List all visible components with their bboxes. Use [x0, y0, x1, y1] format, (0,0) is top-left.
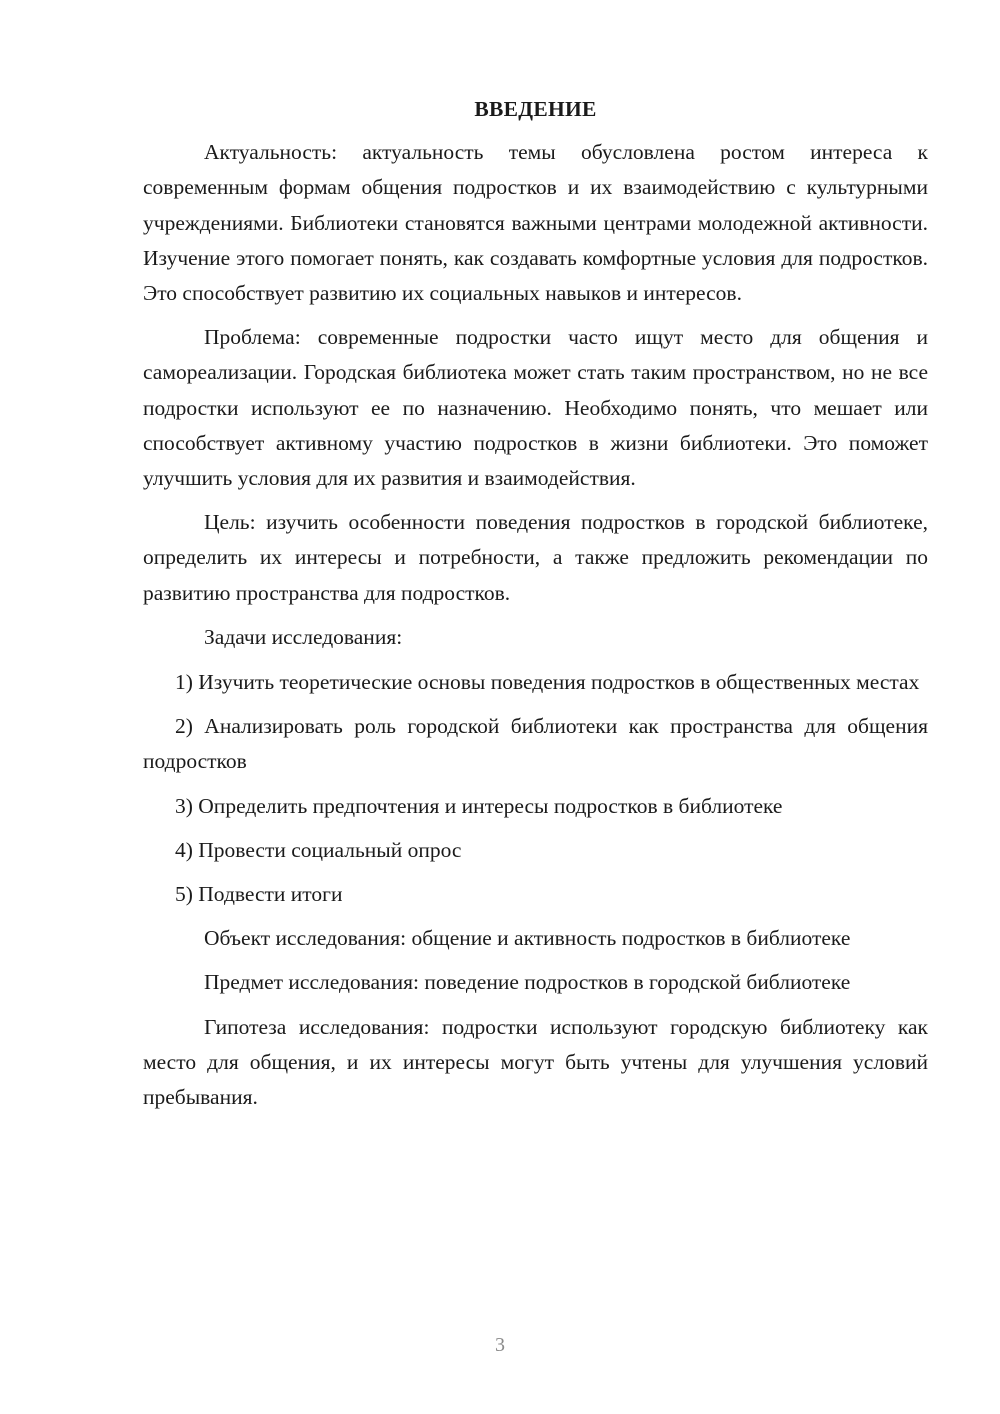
- subject-paragraph: Предмет исследования: поведение подростков в городской библиотеке: [204, 970, 851, 995]
- task-item-4: 4) Провести социальный опрос: [175, 837, 462, 862]
- relevance-paragraph: Актуальность: актуальность темы обусловлена ростом интереса к современным формам общения подростков и их взаимодействию с культурными учреждениями. Библиотеки становятся важными центрами молодежной активности. Изучение этого помогает понять, как создавать комфортные условия для подростков. Это способствует развитию их социальных навыков и интересов.: [143, 140, 928, 306]
- task-item-5: 5) Подвести итоги: [175, 882, 343, 907]
- task-item-2: 2) Анализировать роль городской библиотеки как пространства для общения подростков: [143, 714, 928, 774]
- problem-paragraph: Проблема: современные подростки часто ищут место для общения и самореализации. Городская библиотека может стать таким пространством, но не все подростки используют ее по назначению. Необходимо понять, что мешает или способствует активному участию подростков в жизни библиотеки. Это поможет улучшить условия для их развития и взаимодействия.: [143, 325, 928, 491]
- task-item-1: 1) Изучить теоретические основы поведения подростков в общественных местах: [175, 670, 920, 695]
- object-paragraph: Объект исследования: общение и активность подростков в библиотеке: [204, 926, 851, 951]
- goal-paragraph: Цель: изучить особенности поведения подростков в городской библиотеке, определить их интересы и потребности, а также предложить рекомендации по развитию пространства для подростков.: [143, 510, 928, 605]
- page-title: ВВЕДЕНИЕ: [474, 97, 597, 121]
- document-page: [143, 92, 928, 1124]
- hypothesis-paragraph: Гипотеза исследования: подростки используют городскую библиотеку как место для общения, и их интересы могут быть учтены для улучшения условий пребывания.: [143, 1014, 928, 1110]
- page-number: 3: [495, 1334, 505, 1356]
- tasks-heading: Задачи исследования:: [204, 624, 403, 649]
- task-item-3: 3) Определить предпочтения и интересы подростков в библиотеке: [175, 793, 783, 818]
